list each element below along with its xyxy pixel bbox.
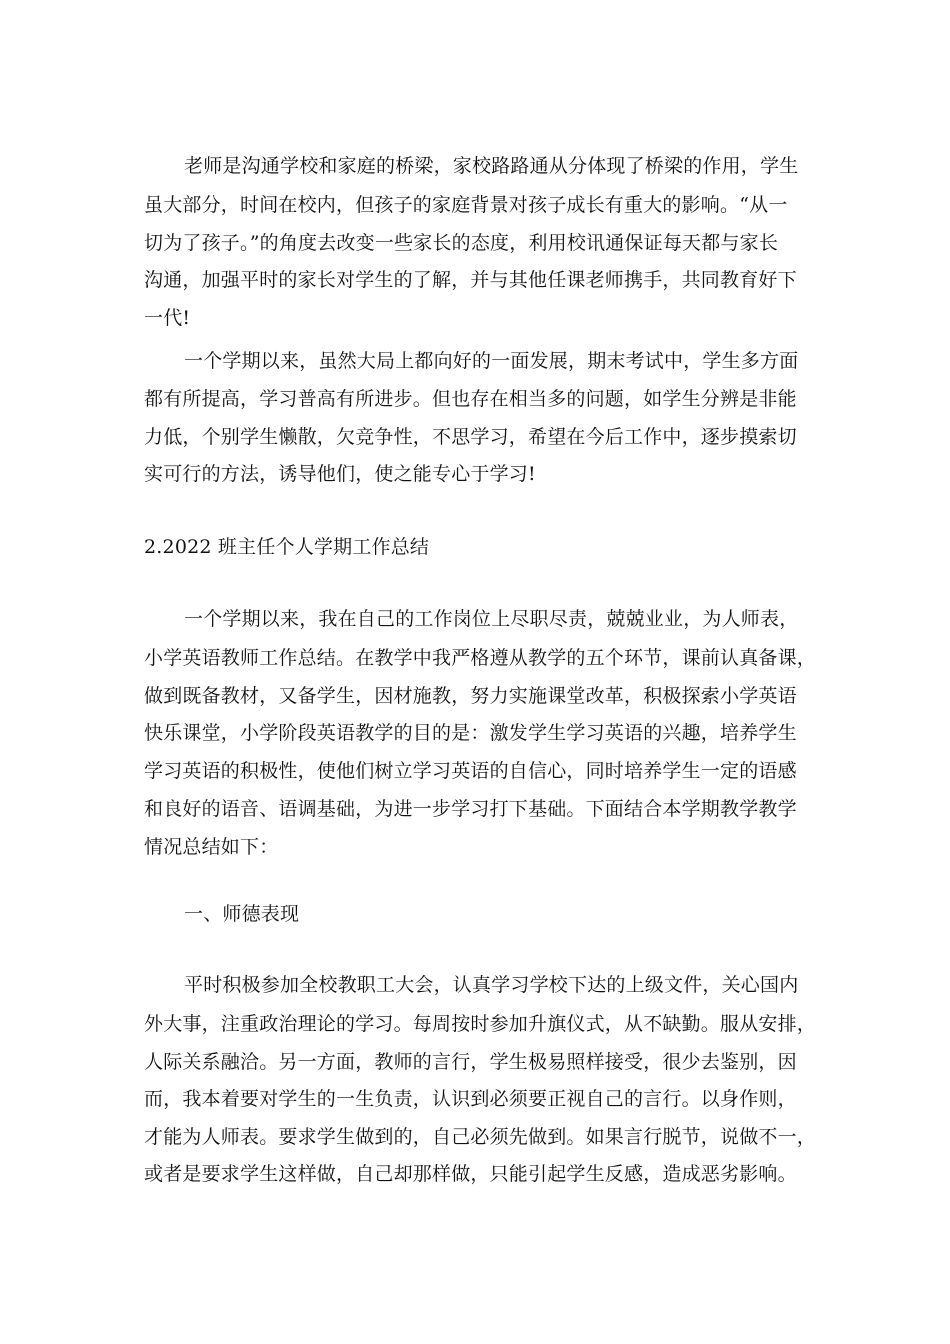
body-text-line: 平时积极参加全校教职工大会，认真学习学校下达的上级文件，关心国内 bbox=[184, 974, 799, 996]
body-text-line: 老师是沟通学校和家庭的桥梁，家校路路通从分体现了桥梁的作用，学生 bbox=[184, 155, 799, 177]
body-text-line: 一个学期以来，我在自己的工作岗位上尽职尽责，兢兢业业，为人师表， bbox=[184, 608, 799, 630]
body-text-line: 都有所提高，学习普高有所进步。但也存在相当多的问题，如学生分辨是非能 bbox=[144, 388, 797, 410]
body-text-line: 小学英语教师工作总结。在教学中我严格遵从教学的五个环节，课前认真备课， bbox=[144, 647, 817, 669]
body-text-line: 才能为人师表。要求学生做到的，自己必须先做到。如果言行脱节，说做不一， bbox=[144, 1126, 817, 1148]
body-text-line: 人际关系融洽。另一方面，教师的言行，学生极易照样接受，很少去鉴别，因 bbox=[144, 1051, 797, 1073]
body-text-line: 做到既备教材，又备学生，因材施教，努力实施课堂改革，积极探索小学英语 bbox=[144, 685, 797, 707]
body-text-line: 学习英语的积极性，使他们树立学习英语的自信心，同时培养学生一定的语感 bbox=[144, 760, 797, 782]
body-text-line: 切为了孩子。”的角度去改变一些家长的态度，利用校讯通保证每天都与家长 bbox=[144, 232, 779, 254]
body-text-line: 情况总结如下： bbox=[144, 836, 279, 858]
body-text-line: 而，我本着要对学生的一生负责，认识到必须要正视自己的言行。以身作则， bbox=[144, 1088, 797, 1110]
body-text-line: 快乐课堂，小学阶段英语教学的目的是：激发学生学习英语的兴趣，培养学生 bbox=[144, 722, 797, 744]
body-text-line: 外大事，注重政治理论的学习。每周按时参加升旗仪式，从不缺勤。服从安排， bbox=[144, 1013, 817, 1035]
body-text-line: 或者是要求学生这样做，自己却那样做，只能引起学生反感，造成恶劣影响。 bbox=[144, 1163, 797, 1185]
subsection-heading: 一、师德表现 bbox=[184, 903, 300, 925]
body-text-line: 虽大部分，时间在校内，但孩子的家庭背景对孩子成长有重大的影响。“从一 bbox=[144, 194, 788, 216]
body-text-line: 一个学期以来，虽然大局上都向好的一面发展，期末考试中，学生多方面 bbox=[184, 350, 799, 372]
section-heading: 2.2022 班主任个人学期工作总结 bbox=[144, 536, 430, 558]
body-text-line: 和良好的语音、语调基础，为进一步学习打下基础。下面结合本学期教学教学 bbox=[144, 798, 797, 820]
body-text-line: 力低，个别学生懒散，欠竞争性，不思学习，希望在今后工作中，逐步摸索切 bbox=[144, 426, 797, 448]
body-text-line: 一代! bbox=[144, 307, 191, 329]
body-text-line: 实可行的方法，诱导他们，使之能专心于学习! bbox=[144, 463, 536, 485]
body-text-line: 沟通，加强平时的家长对学生的了解，并与其他任课老师携手，共同教育好下 bbox=[144, 269, 797, 291]
